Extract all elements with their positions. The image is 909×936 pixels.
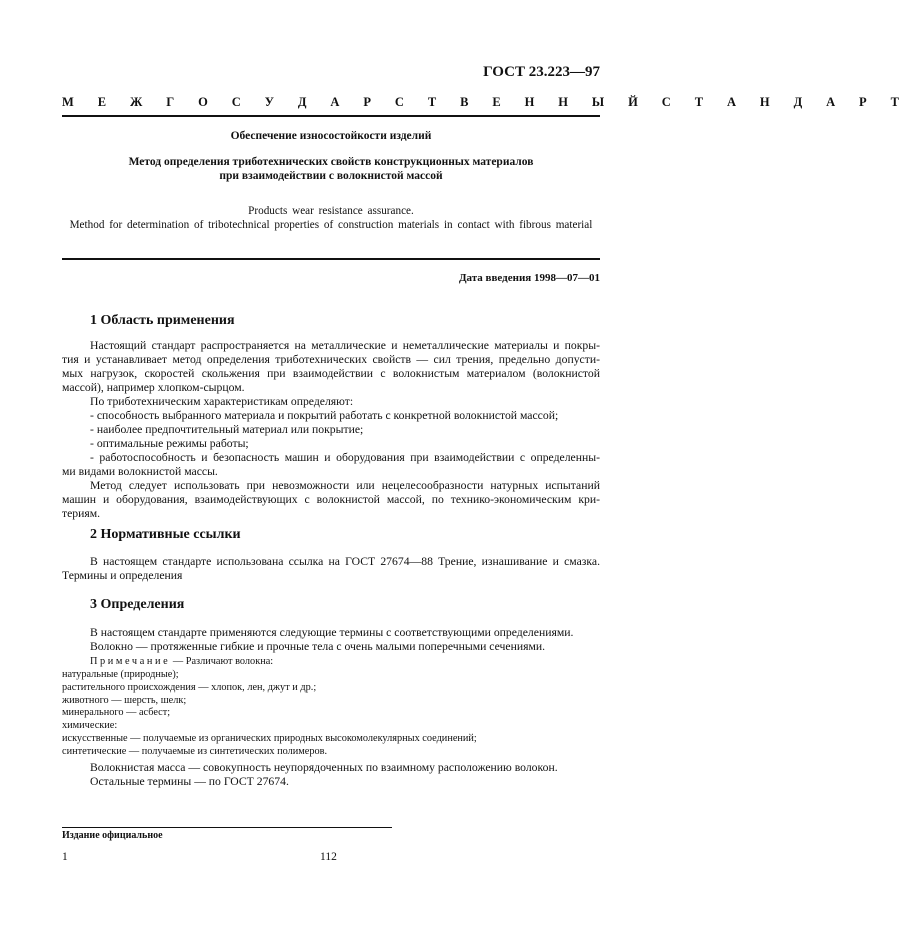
official-edition-label: Издание официальное (62, 830, 163, 841)
title-line-2: при взаимодействии с волокнистой массой (219, 170, 443, 182)
paragraph-line: массой), например хлопком-сырцом. (62, 381, 245, 394)
note-line: минерального — асбест; (62, 707, 171, 718)
list-item: - работоспособность и безопасность машин и оборудования при взаимодействии с определенны- (90, 451, 600, 464)
english-title-line-2: Method for determination of tribotechnical properties of construction materials in contact with fibrous material (69, 219, 593, 231)
gost-number: ГОСТ 23.223—97 (483, 64, 600, 80)
paragraph-line: машин и оборудования, взаимодействующих с волокнистой массой, по технико-экономическим кри- (62, 493, 600, 506)
section-3-heading: 3 Определения (90, 597, 185, 612)
introduction-date: Дата введения 1998—07—01 (458, 272, 600, 284)
title-line-1: Метод определения триботехнических свойств конструкционных материалов (128, 156, 534, 168)
paragraph-line: териям. (62, 507, 101, 520)
list-item: - способность выбранного материала и покрытий работать с конкретной волокнистой массой; (90, 409, 559, 422)
note-line: натуральные (природные); (62, 669, 179, 680)
paragraph-line: Остальные термины — по ГОСТ 27674. (90, 775, 289, 788)
paragraph-line: тия и устанавливает метод определения триботехнических свойств — сил трения, предельно допусти- (62, 353, 600, 366)
note-header (90, 656, 600, 669)
paragraph-line: В настоящем стандарте использована ссылка на ГОСТ 27674—88 Трение, изнашивание и смазка. (90, 555, 600, 568)
note-line: синтетические — получаемые из синтетических полимеров. (62, 746, 328, 757)
note-line: животного — шерсть, шелк; (62, 695, 187, 706)
list-item: - оптимальные режимы работы; (90, 437, 249, 450)
paragraph-line: ми видами волокнистой массы. (62, 465, 218, 478)
paragraph-line: Волокнистая масса — совокупность неупорядоченных по взаимному расположению волокон. (90, 761, 558, 774)
note-line: искусственные — получаемые из органических природных высокомолекулярных соединений; (62, 733, 477, 744)
page-number: 112 (320, 851, 337, 863)
middle-divider (62, 258, 600, 260)
footer-divider (62, 827, 392, 828)
paragraph-line: В настоящем стандарте применяются следующие термины с соответствующими определениями. (90, 626, 574, 639)
paragraph-line: мых нагрузок, скоростей скольжения при взаимодействии с волокнистым материалом (волокнистой (62, 367, 600, 380)
subtitle: Обеспечение износостойкости изделий (230, 130, 432, 142)
list-item: - наиболее предпочтительный материал или покрытие; (90, 423, 364, 436)
note-label: Примечание (90, 656, 171, 667)
note-line: растительного происхождения — хлопок, лен, джут и др.; (62, 682, 317, 693)
paragraph-line: Термины и определения (62, 569, 183, 582)
section-1-heading: 1 Область применения (90, 313, 235, 328)
paragraph-line: Настоящий стандарт распространяется на металлические и неметаллические материалы и покры- (90, 339, 600, 352)
paragraph-line: По триботехническим характеристикам определяют: (90, 395, 354, 408)
section-2-heading: 2 Нормативные ссылки (90, 527, 241, 542)
paragraph-line: Волокно — протяженные гибкие и прочные тела с очень малыми поперечными сечениями. (90, 640, 546, 653)
page-marker-left: 1 (62, 851, 68, 863)
english-title-line-1: Products wear resistance assurance. (248, 205, 414, 217)
interstate-standard-banner: М Е Ж Г О С У Д А Р С Т В Е Н Н Ы Й С Т А Н Д А Р Т (62, 95, 909, 109)
note-intro: — Различают волокна: (170, 656, 274, 667)
note-line: химические: (62, 720, 118, 731)
paragraph-line: Метод следует использовать при невозможности или нецелесообразности натурных испытаний (90, 479, 600, 492)
top-divider (62, 115, 600, 117)
